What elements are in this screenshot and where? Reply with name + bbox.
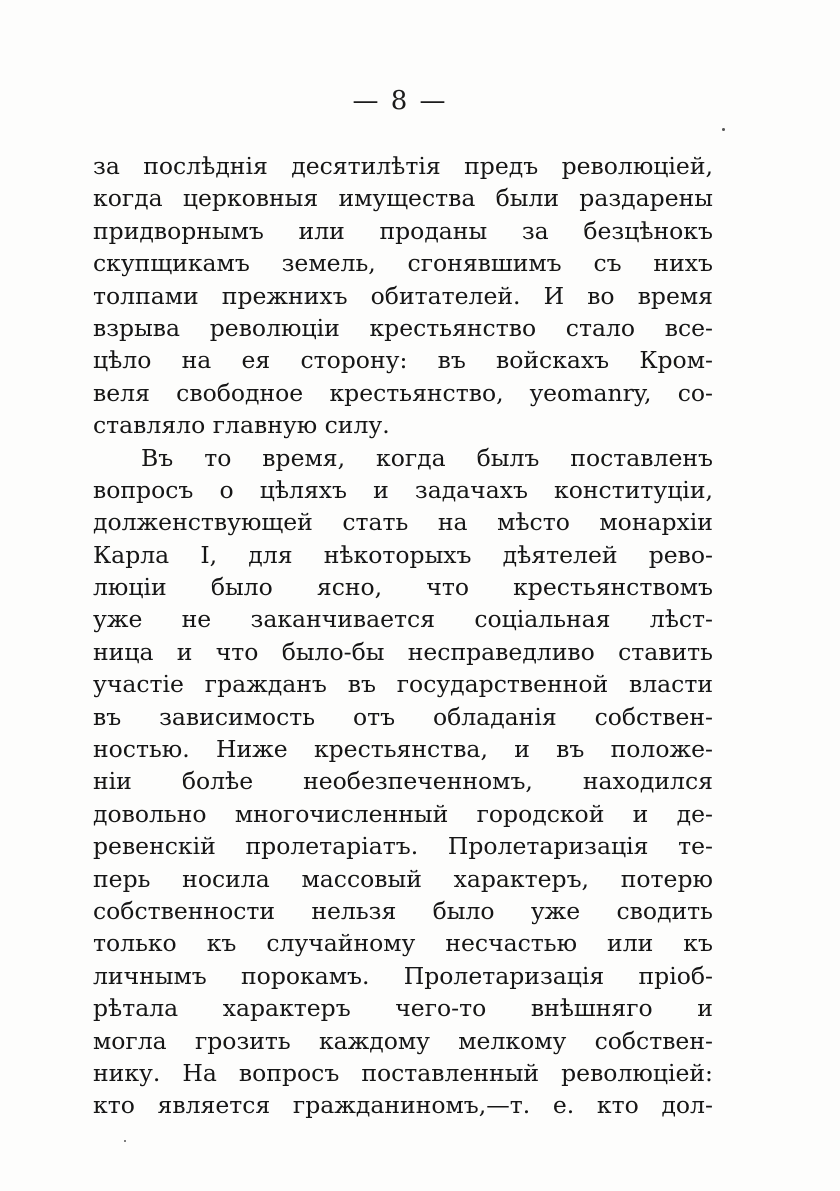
word: является	[157, 1091, 271, 1120]
word: соціальная	[474, 605, 611, 634]
word: придворнымъ	[93, 216, 264, 245]
word: все-	[664, 313, 713, 342]
word: главную	[212, 411, 318, 440]
text-line	[93, 1025, 713, 1057]
word: кто	[596, 1091, 639, 1120]
word: въ	[93, 702, 122, 731]
text-line	[93, 1089, 713, 1121]
text-line	[93, 506, 713, 538]
word: нѣкоторыхъ	[323, 540, 472, 569]
word: многочисленный	[234, 799, 449, 828]
word: обладанія	[432, 702, 557, 731]
word: поставленъ	[570, 443, 713, 472]
word: былъ	[476, 443, 540, 472]
word: нихъ	[653, 249, 713, 278]
word: задачахъ	[414, 475, 528, 504]
word: для	[248, 540, 293, 569]
text-line	[93, 1057, 713, 1089]
print-speck	[124, 1140, 126, 1142]
word: взрыва	[93, 313, 181, 342]
text-line	[93, 312, 713, 344]
word: несчастью	[445, 929, 578, 958]
text-line	[93, 960, 713, 992]
word: на	[437, 508, 468, 537]
word: войскахъ	[496, 346, 610, 375]
word: были	[495, 184, 560, 213]
word: нику.	[93, 1058, 161, 1087]
text-line	[93, 571, 713, 603]
word: время	[637, 281, 713, 310]
word: въ	[347, 670, 376, 699]
text-line	[93, 474, 713, 506]
word: въ	[437, 346, 466, 375]
word: потерю	[620, 864, 713, 893]
word: ница	[93, 637, 154, 666]
word: скупщикамъ	[93, 249, 250, 278]
word: лѣст-	[649, 605, 713, 634]
word: революціи	[209, 313, 340, 342]
word: время,	[262, 443, 346, 472]
text-line	[93, 830, 713, 862]
text-line	[93, 701, 713, 733]
word: гражданиномъ,—т.	[292, 1091, 531, 1120]
word: рево-	[648, 540, 713, 569]
word: толпами	[93, 281, 199, 310]
word: было	[432, 896, 495, 925]
text-line	[93, 798, 713, 830]
word: находился	[582, 767, 713, 796]
word: ностью.	[93, 735, 190, 764]
word: перь	[93, 864, 151, 893]
word: что	[426, 573, 469, 602]
word: участіе	[93, 670, 184, 699]
word: носила	[182, 864, 270, 893]
word: могла	[93, 1026, 167, 1055]
word: предъ	[464, 152, 539, 180]
word: стало	[565, 313, 636, 342]
word: крестьянство	[369, 313, 537, 342]
word: конституціи,	[554, 475, 713, 504]
word: вопросъ	[238, 1058, 340, 1087]
word: Пролетаризація	[403, 961, 605, 990]
word: собствен-	[594, 1026, 713, 1055]
word: положе-	[610, 735, 713, 764]
word: и	[373, 475, 389, 504]
word: ніи	[93, 767, 132, 796]
word: уже	[93, 605, 143, 634]
word: десятилѣтія	[291, 152, 441, 180]
word: государственной	[396, 670, 609, 699]
word: и	[697, 994, 713, 1023]
text-line	[93, 603, 713, 635]
word: ревенскій	[93, 832, 216, 861]
word: I,	[200, 540, 218, 569]
word: характеръ	[222, 994, 351, 1023]
word: или	[607, 929, 654, 958]
word: мѣсто	[497, 508, 570, 537]
word: грозить	[194, 1026, 291, 1055]
word: цѣляхъ	[259, 475, 347, 504]
word: проданы	[379, 216, 488, 245]
word: заканчивается	[250, 605, 436, 634]
paragraph-2	[93, 442, 713, 1122]
text-line	[93, 215, 713, 247]
word: революціей:	[561, 1058, 713, 1087]
text-line	[93, 344, 713, 376]
word: обитателей.	[370, 281, 521, 310]
word: И	[543, 281, 565, 310]
word: кто	[93, 1091, 135, 1120]
word: Карла	[93, 540, 170, 569]
word: Кром-	[639, 346, 713, 375]
text-line	[93, 927, 713, 959]
word: де-	[676, 799, 713, 828]
word: дѣятелей	[502, 540, 618, 569]
word: прежнихъ	[221, 281, 348, 310]
word: случайному	[266, 929, 416, 958]
word: крестьянства,	[313, 735, 488, 764]
word: земель,	[281, 249, 376, 278]
word: во	[587, 281, 615, 310]
text-line	[93, 280, 713, 312]
text-line	[93, 442, 713, 474]
word: ставляло	[93, 411, 206, 440]
word: ея	[241, 346, 271, 375]
word: только	[93, 929, 177, 958]
word: имущества	[338, 184, 476, 213]
word: необезпеченномъ,	[303, 767, 533, 796]
word: или	[298, 216, 345, 245]
word: массовый	[301, 864, 422, 893]
word: вопросъ	[93, 475, 194, 504]
word: было	[210, 573, 273, 602]
word: свободное	[176, 378, 304, 407]
word: болѣе	[181, 767, 254, 796]
word: те-	[678, 832, 713, 861]
word: внѣшняго	[530, 994, 653, 1023]
word: въ	[556, 735, 585, 764]
word: о	[219, 475, 234, 504]
word: стать	[342, 508, 409, 537]
word: е.	[552, 1091, 575, 1120]
word: не	[181, 605, 212, 634]
word: веля	[93, 378, 150, 407]
word: рѣтала	[93, 994, 179, 1023]
word: пролетаріатъ.	[245, 832, 419, 861]
text-line	[93, 409, 713, 441]
word: и	[514, 735, 530, 764]
word: то	[204, 443, 232, 472]
word: силу.	[324, 411, 390, 440]
word: чего-то	[395, 994, 487, 1023]
word: крестьянствомъ	[513, 573, 713, 602]
word: зависимость	[159, 702, 316, 731]
text-line	[93, 377, 713, 409]
word: yeomanry,	[529, 378, 652, 407]
word: пріоб-	[638, 961, 713, 990]
word: послѣднія	[143, 152, 268, 180]
text-line	[93, 150, 713, 182]
text-line	[93, 182, 713, 214]
word: что	[215, 637, 259, 666]
word: поставленный	[361, 1058, 540, 1087]
word: Въ	[141, 443, 174, 472]
word: На	[182, 1058, 217, 1087]
word: мелкому	[458, 1026, 567, 1055]
word: уже	[530, 896, 581, 925]
word: собствен-	[594, 702, 713, 731]
word: за	[93, 152, 120, 180]
word: отъ	[352, 702, 396, 731]
word: крестьянство,	[329, 378, 504, 407]
word: довольно	[93, 799, 207, 828]
word: къ	[206, 929, 237, 958]
text-line	[93, 539, 713, 571]
word: за	[521, 216, 549, 245]
word: городской	[476, 799, 605, 828]
word: на	[181, 346, 212, 375]
word: цѣло	[93, 346, 152, 375]
text-line	[93, 895, 713, 927]
word: Ниже	[215, 735, 288, 764]
text-line	[93, 636, 713, 668]
text-line	[93, 765, 713, 797]
text-line	[93, 247, 713, 279]
word: сторону:	[300, 346, 408, 375]
body-text	[93, 150, 713, 1122]
word: дол-	[661, 1091, 713, 1120]
word: безцѣнокъ	[583, 216, 713, 245]
word: и	[176, 637, 193, 666]
word: когда	[376, 443, 446, 472]
text-line	[93, 863, 713, 895]
word: было-бы	[281, 637, 385, 666]
paragraph-1	[93, 150, 713, 442]
text-line	[93, 668, 713, 700]
word: монархіи	[599, 508, 713, 537]
word: характеръ,	[453, 864, 589, 893]
word: къ	[683, 929, 713, 958]
word: раздарены	[579, 184, 713, 213]
word: личнымъ	[93, 961, 207, 990]
word: сгонявшимъ	[407, 249, 562, 278]
word: революціей,	[561, 152, 713, 180]
word: и	[632, 799, 649, 828]
word: гражданъ	[204, 670, 327, 699]
word: ясно,	[316, 573, 383, 602]
word: церковныя	[182, 184, 319, 213]
word: Пролетаризація	[447, 832, 649, 861]
word: власти	[628, 670, 713, 699]
text-line	[93, 992, 713, 1024]
word: со-	[677, 378, 713, 407]
word: сводить	[616, 896, 713, 925]
text-line	[93, 733, 713, 765]
word: съ	[593, 249, 622, 278]
word: люціи	[93, 573, 167, 602]
word: несправедливо	[407, 637, 595, 666]
word: каждому	[318, 1026, 431, 1055]
word: когда	[93, 184, 163, 213]
word: порокамъ.	[241, 961, 370, 990]
print-speck	[722, 128, 725, 131]
word: нельзя	[311, 896, 397, 925]
word: собственности	[93, 896, 276, 925]
word: ставить	[618, 637, 713, 666]
page-number: — 8 —	[352, 86, 448, 116]
word: долженствующей	[93, 508, 313, 537]
